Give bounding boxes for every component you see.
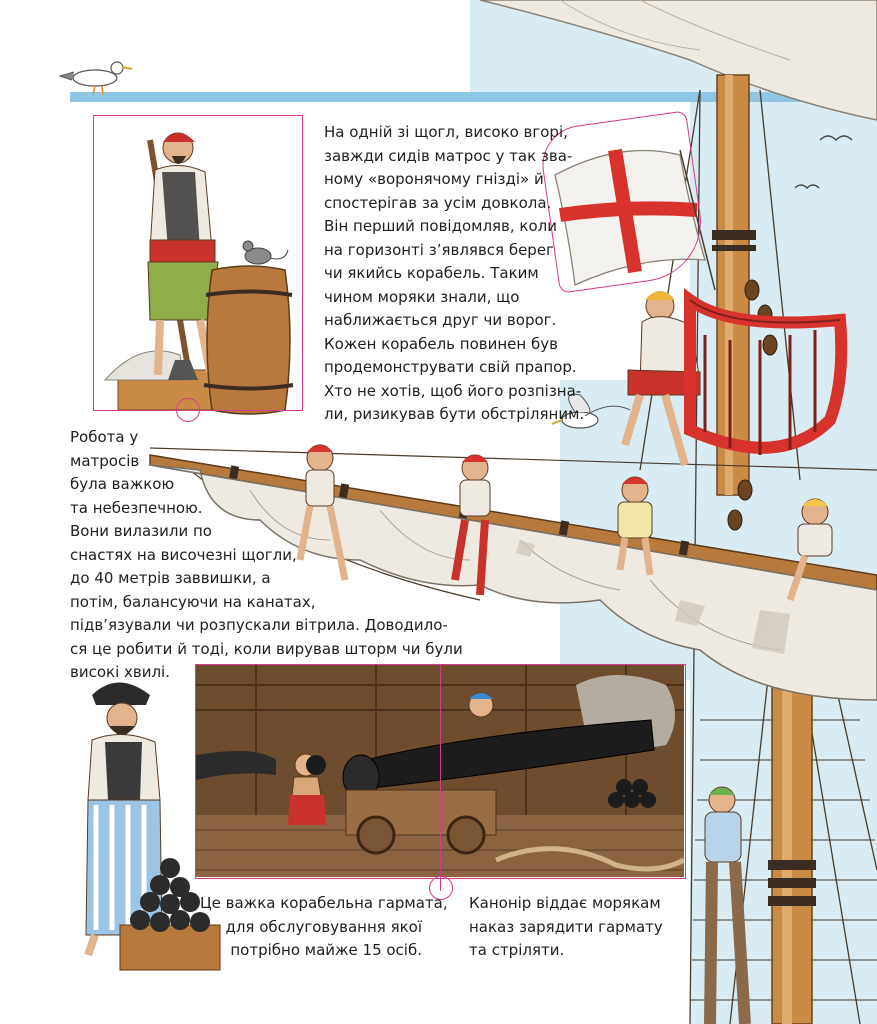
- crows-nest-text: [324, 121, 584, 427]
- text-line: На одній зі щогл, високо вгорі,: [324, 123, 568, 141]
- text-line: на горизонті з’являвся берег: [324, 240, 554, 259]
- text-line: продемонструвати свій прапор.: [324, 358, 577, 376]
- seagull-icon: [60, 62, 132, 95]
- cannon-caption: [200, 892, 448, 963]
- sailor-panel-frame: [93, 115, 303, 411]
- text-line: Кожен корабель повинен був: [324, 334, 558, 353]
- text-line: та стріляти.: [469, 941, 565, 959]
- text-line: спостерігав за усім довкола.: [324, 193, 552, 212]
- text-line: високі хвилі.: [70, 663, 170, 681]
- text-line: Робота у: [70, 428, 139, 446]
- text-line: ному «воронячому гнізді» й: [324, 170, 544, 188]
- text-line: до 40 метрів заввишки, а: [70, 569, 271, 587]
- text-line: Він перший повідомляв, коли: [324, 217, 557, 235]
- gunner-caption: [469, 892, 663, 963]
- text-line: чи якийсь корабель. Таким: [324, 264, 539, 282]
- text-line: Це важка корабельна гармата,: [200, 894, 448, 912]
- text-line: снастях на височезні щогли,: [70, 545, 297, 564]
- text-line: наближається друг чи ворог.: [324, 311, 557, 329]
- text-line: матросів: [70, 451, 140, 470]
- gun-deck-divider: [440, 664, 441, 891]
- text-line: для обслуговування якої: [225, 917, 422, 936]
- text-line: Вони вилазили по: [70, 522, 212, 540]
- text-line: ли, ризикував бути обстріляним.: [324, 405, 585, 423]
- sailors-work-text: [70, 426, 463, 685]
- text-line: Хто не хотів, щоб його розпізна-: [324, 381, 582, 400]
- text-line: підв’язували чи розпускали вітрила. Доводило-: [70, 616, 448, 634]
- frame-connector: [176, 398, 200, 422]
- text-line: потрібно майже 15 осіб.: [230, 941, 422, 959]
- text-line: та небезпечною.: [70, 498, 203, 517]
- text-line: ся це робити й тоді, коли вирував шторм чи були: [70, 639, 463, 658]
- text-line: завжди сидів матрос у так зва-: [324, 146, 573, 165]
- text-line: чином моряки знали, що: [324, 287, 520, 306]
- text-line: потім, балансуючи на канатах,: [70, 592, 316, 611]
- text-line: наказ зарядити гармату: [469, 917, 663, 936]
- text-line: Канонір віддає морякам: [469, 894, 661, 912]
- text-line: була важкою: [70, 475, 175, 493]
